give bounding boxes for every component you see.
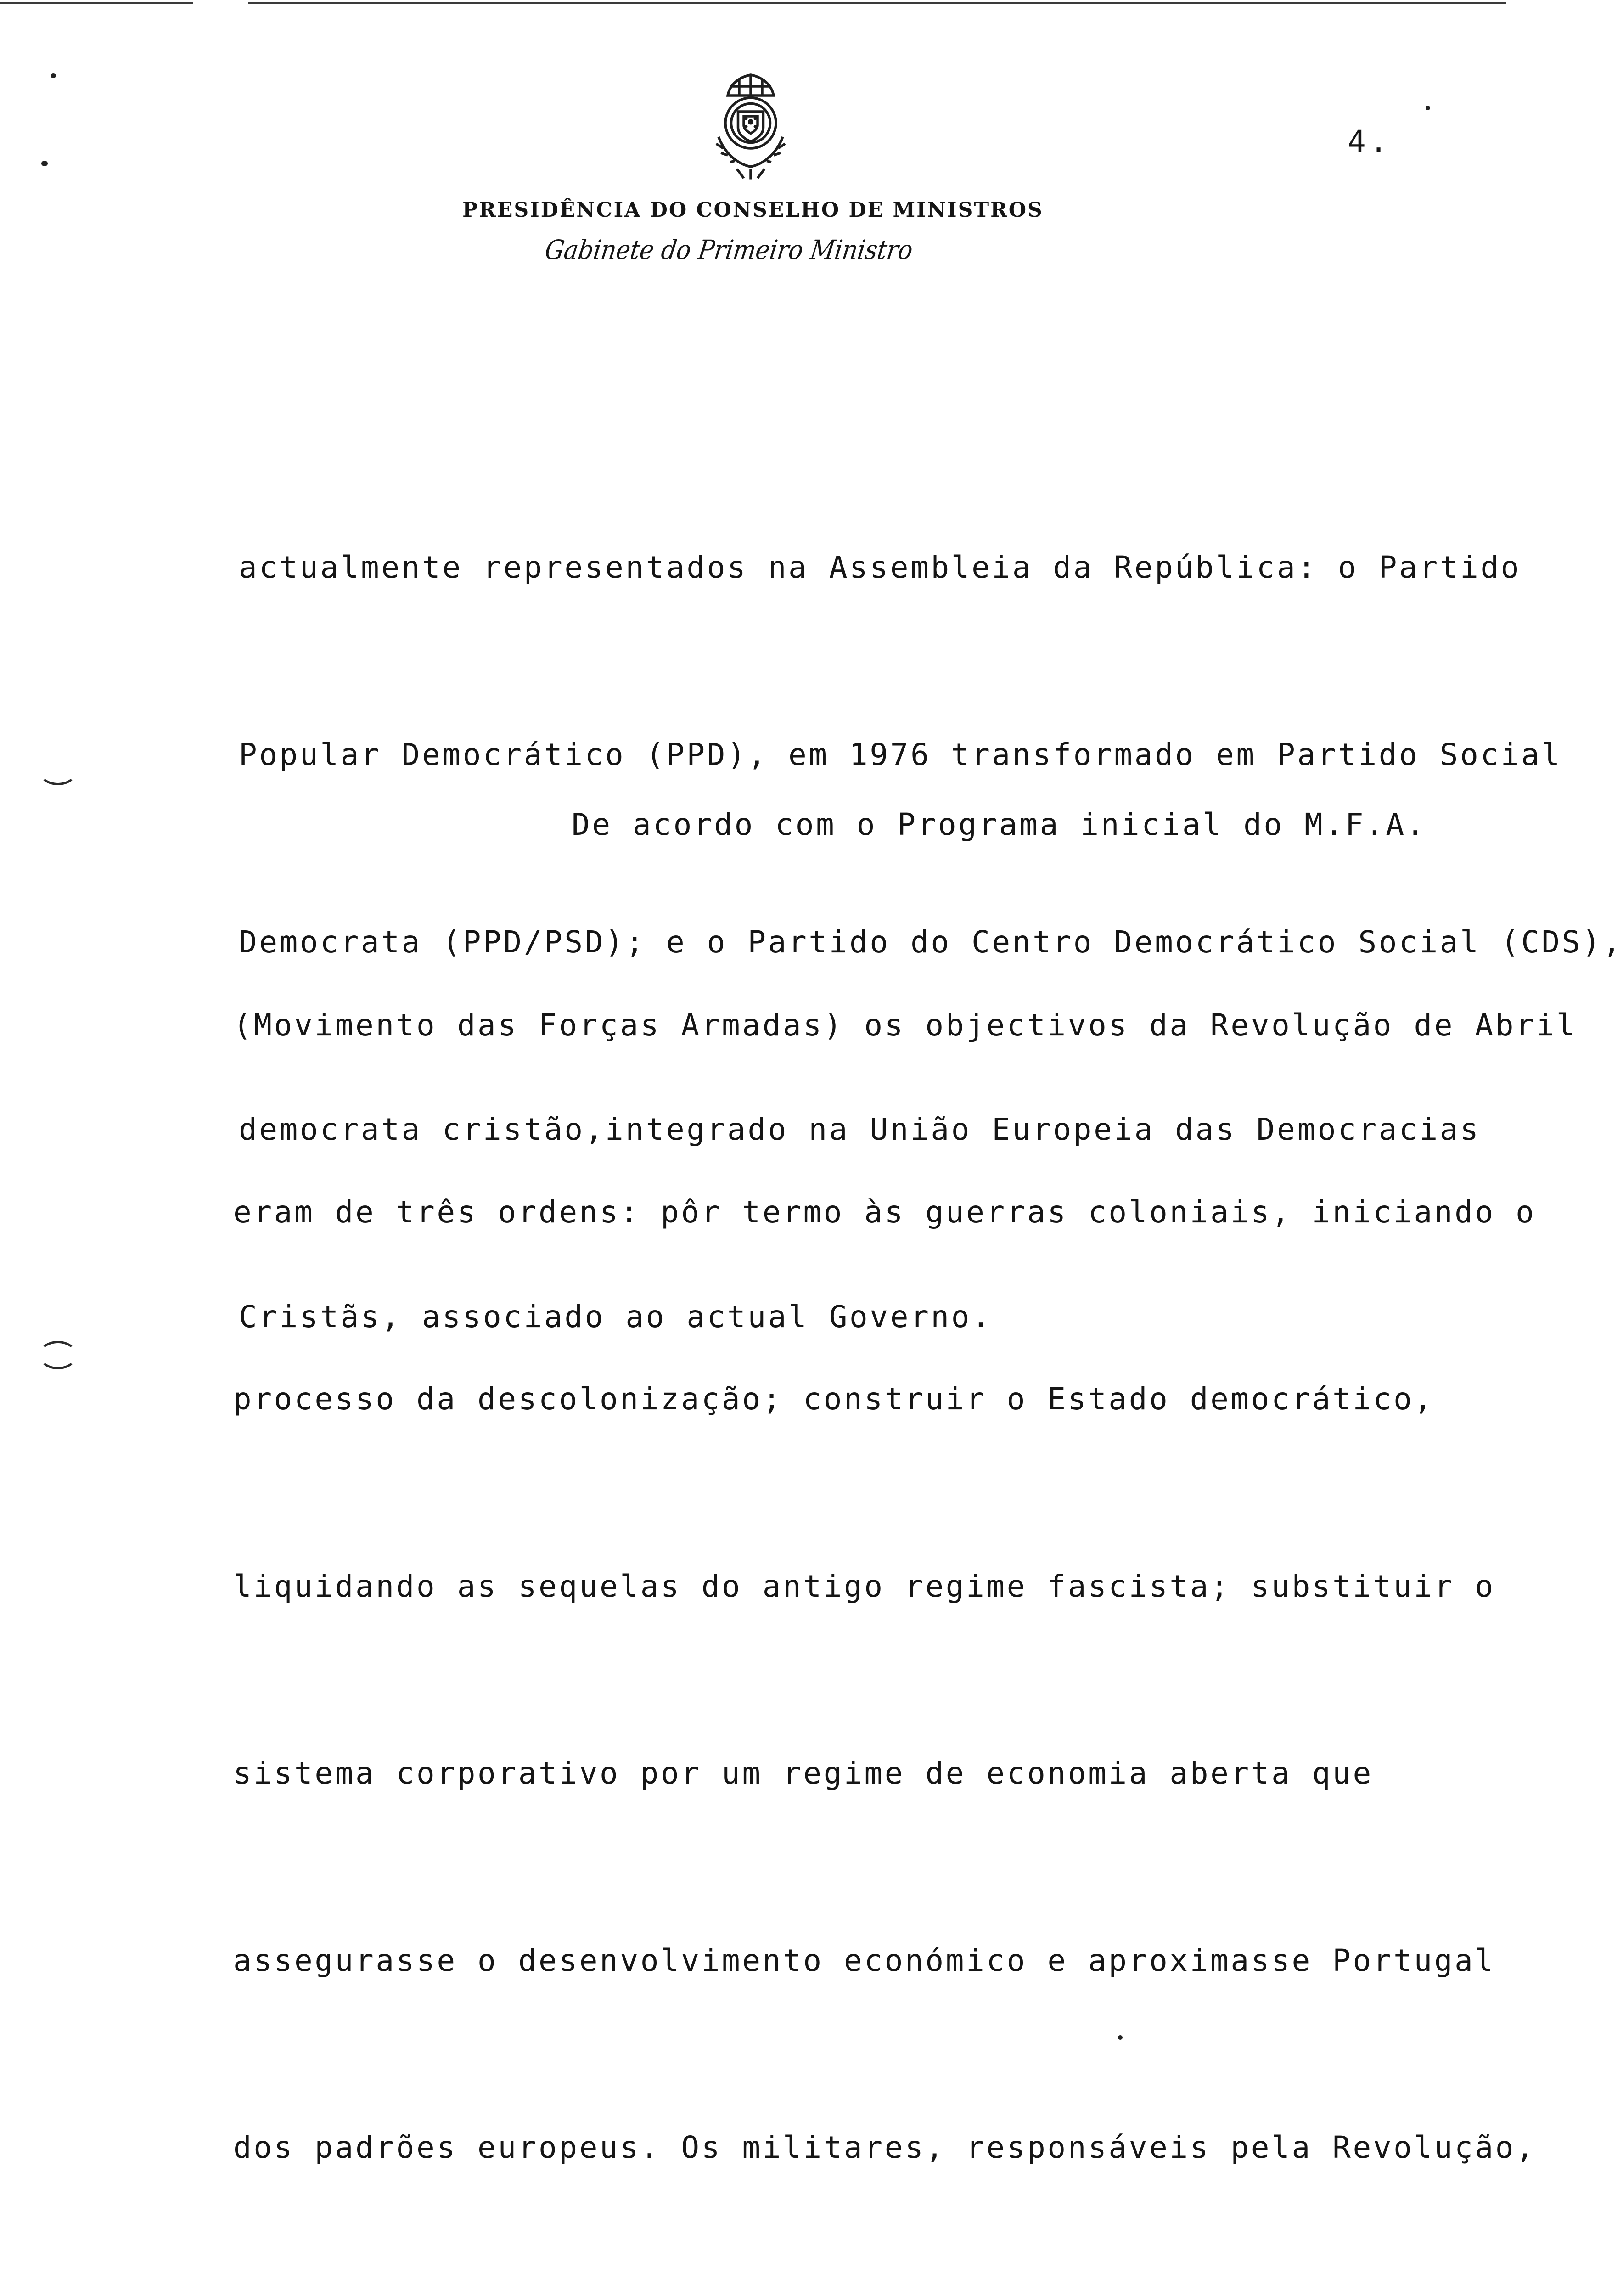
binder-hole-mark	[39, 757, 77, 785]
letterhead-organization: PRESIDÊNCIA DO CONSELHO DE MINISTROS	[462, 198, 1044, 222]
binder-hole-mark	[39, 1341, 77, 1369]
scan-speck	[1426, 106, 1430, 110]
letterhead-office-script	[539, 226, 960, 276]
paragraph-line: sistema corporativo por um regime de economia aberta que	[233, 1756, 1373, 1791]
paragraph-2-first-line: De acordo com o Programa inicial do M.F.A.	[572, 807, 1427, 842]
paragraph-line: Democrata (PPD/PSD); e o Partido do Centro Democrático Social (CDS),	[239, 924, 1623, 960]
scan-speck	[1118, 2035, 1123, 2040]
paragraph-line: actualmente representados na Assembleia da República: o Partido	[239, 550, 1522, 585]
paragraph-line: liquidando as sequelas do antigo regime fascista; substituir o	[233, 1568, 1495, 1604]
paragraph-line: processo da descolonização; construir o Estado democrático,	[233, 1381, 1434, 1417]
paragraph-line: dos padrões europeus. Os militares, responsáveis pela Revolução,	[233, 2129, 1536, 2165]
paragraph-line: eram de três ordens: pôr termo às guerras coloniais, iniciando o	[233, 1194, 1536, 1230]
paragraph-line: democrata cristão,integrado na União Europeia das Democracias	[239, 1112, 1481, 1147]
paragraph-line: Cristãs, associado ao actual Governo.	[239, 1299, 992, 1334]
scan-speck	[41, 161, 48, 166]
svg-text:Gabinete do Primeiro Ministro: Gabinete do Primeiro Ministro	[543, 234, 960, 265]
paragraph-line: Popular Democrático (PPD), em 1976 transformado em Partido Social	[239, 737, 1562, 772]
scan-speck	[51, 73, 56, 78]
coat-of-arms-icon	[693, 68, 808, 183]
paragraph-2	[233, 869, 1623, 2296]
paragraph-line: assegurasse o desenvolvimento económico e aproximasse Portugal	[233, 1942, 1495, 1978]
page-number: 4.	[1348, 124, 1392, 159]
paragraph-line: (Movimento das Forças Armadas) os objectivos da Revolução de Abril	[233, 1007, 1577, 1043]
